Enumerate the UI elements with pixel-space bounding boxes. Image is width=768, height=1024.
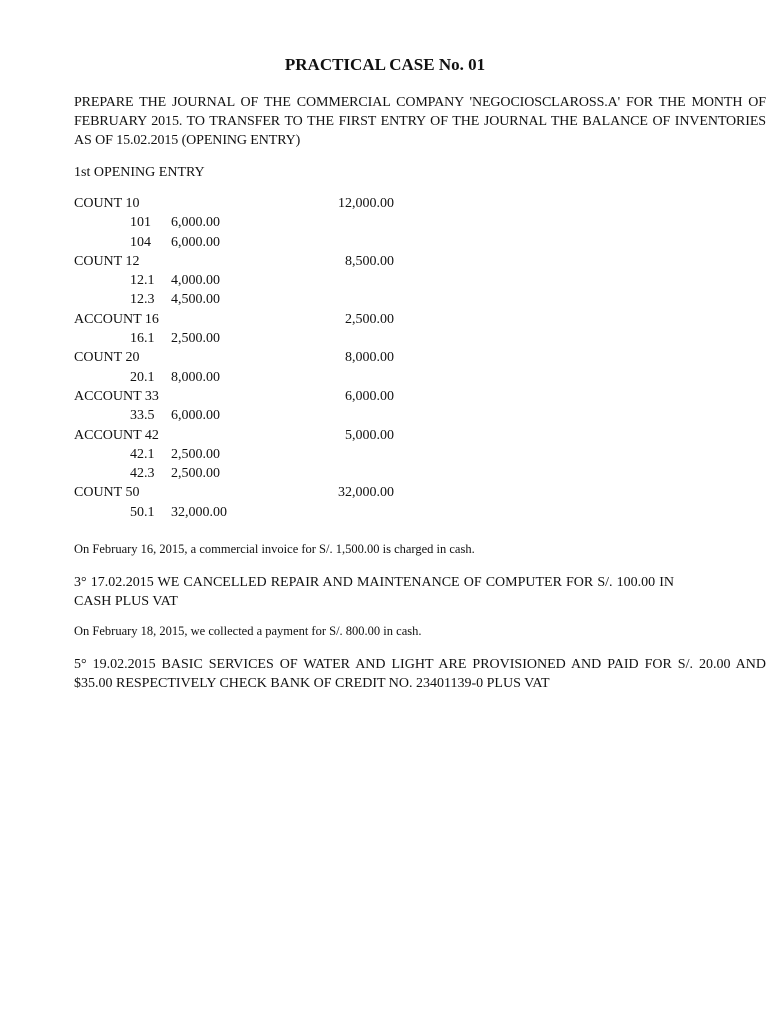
sub-account-row	[74, 445, 404, 464]
account-row	[74, 252, 404, 271]
opening-entry-ledger	[74, 194, 404, 522]
sub-account-row	[74, 406, 404, 425]
sub-account-amount: 2,500.00	[171, 331, 220, 347]
sub-account-row	[74, 213, 404, 232]
account-name: ACCOUNT 33	[74, 388, 159, 404]
entry-4-paragraph: On February 18, 2015, we collected a payment for S/. 800.00 in cash.	[74, 624, 422, 638]
account-row	[74, 387, 404, 406]
entry-2-paragraph: On February 16, 2015, a commercial invoice for S/. 1,500.00 is charged in cash.	[74, 542, 475, 556]
account-name: ACCOUNT 42	[74, 427, 159, 443]
account-row	[74, 483, 404, 502]
account-total: 32,000.00	[338, 485, 394, 501]
sub-account-amount: 6,000.00	[171, 234, 220, 250]
account-name: COUNT 12	[74, 253, 140, 269]
sub-account-code: 16.1	[130, 331, 155, 347]
sub-account-row	[74, 271, 404, 290]
account-total: 12,000.00	[338, 196, 394, 211]
account-name: COUNT 10	[74, 196, 140, 211]
sub-account-amount: 2,500.00	[171, 446, 220, 462]
sub-account-code: 33.5	[130, 408, 155, 424]
sub-account-row	[74, 290, 404, 309]
sub-account-amount: 4,500.00	[171, 292, 220, 308]
account-row	[74, 426, 404, 445]
sub-account-code: 20.1	[130, 369, 155, 385]
sub-account-amount: 6,000.00	[171, 408, 220, 424]
account-name: ACCOUNT 16	[74, 311, 159, 327]
document-title: PRACTICAL CASE No. 01	[284, 55, 486, 74]
account-name: COUNT 20	[74, 350, 140, 366]
sub-account-row	[74, 329, 404, 348]
sub-account-amount: 8,000.00	[171, 369, 220, 385]
sub-account-code: 42.3	[130, 466, 155, 482]
sub-account-amount: 4,000.00	[171, 273, 220, 289]
sub-account-amount: 2,500.00	[171, 466, 220, 482]
account-total: 8,000.00	[345, 350, 394, 366]
sub-account-code: 50.1	[130, 504, 155, 520]
sub-account-code: 12.3	[130, 292, 155, 308]
sub-account-amount: 6,000.00	[171, 215, 220, 231]
sub-account-row	[74, 368, 404, 387]
sub-account-code: 42.1	[130, 446, 155, 462]
account-row	[74, 310, 404, 329]
account-total: 8,500.00	[345, 253, 394, 269]
sub-account-row	[74, 503, 404, 522]
sub-account-row	[74, 464, 404, 483]
sub-account-amount: 32,000.00	[171, 504, 227, 520]
opening-entry-heading: 1st OPENING ENTRY	[74, 165, 205, 180]
account-total: 2,500.00	[345, 311, 394, 327]
intro-paragraph: PREPARE THE JOURNAL OF THE COMMERCIAL COMPANY 'NEGOCIOSCLAROSS.A' FOR THE MONTH OF FEBRUARY 2015. TO TRANSFER TO THE FIRST ENTRY OF THE JOURNAL THE BALANCE OF INVENTORIES AS OF 15.02.2015 (OPENING ENTRY)	[74, 95, 766, 148]
sub-account-code: 12.1	[130, 273, 155, 289]
account-total: 6,000.00	[345, 388, 394, 404]
sub-account-row	[74, 233, 404, 252]
sub-account-code: 101	[130, 215, 151, 231]
entry-5-paragraph: 5° 19.02.2015 BASIC SERVICES OF WATER AND LIGHT ARE PROVISIONED AND PAID FOR S/. 20.00 AND $35.00 RESPECTIVELY CHECK BANK OF CREDIT NO. 23401139-0 PLUS VAT	[74, 657, 766, 691]
account-total: 5,000.00	[345, 427, 394, 443]
account-row	[74, 194, 404, 213]
sub-account-code: 104	[130, 234, 151, 250]
entry-3-paragraph: 3° 17.02.2015 WE CANCELLED REPAIR AND MAINTENANCE OF COMPUTER FOR S/. 100.00 IN CASH PLUS VAT	[74, 575, 674, 609]
account-row	[74, 348, 404, 367]
account-name: COUNT 50	[74, 485, 140, 501]
